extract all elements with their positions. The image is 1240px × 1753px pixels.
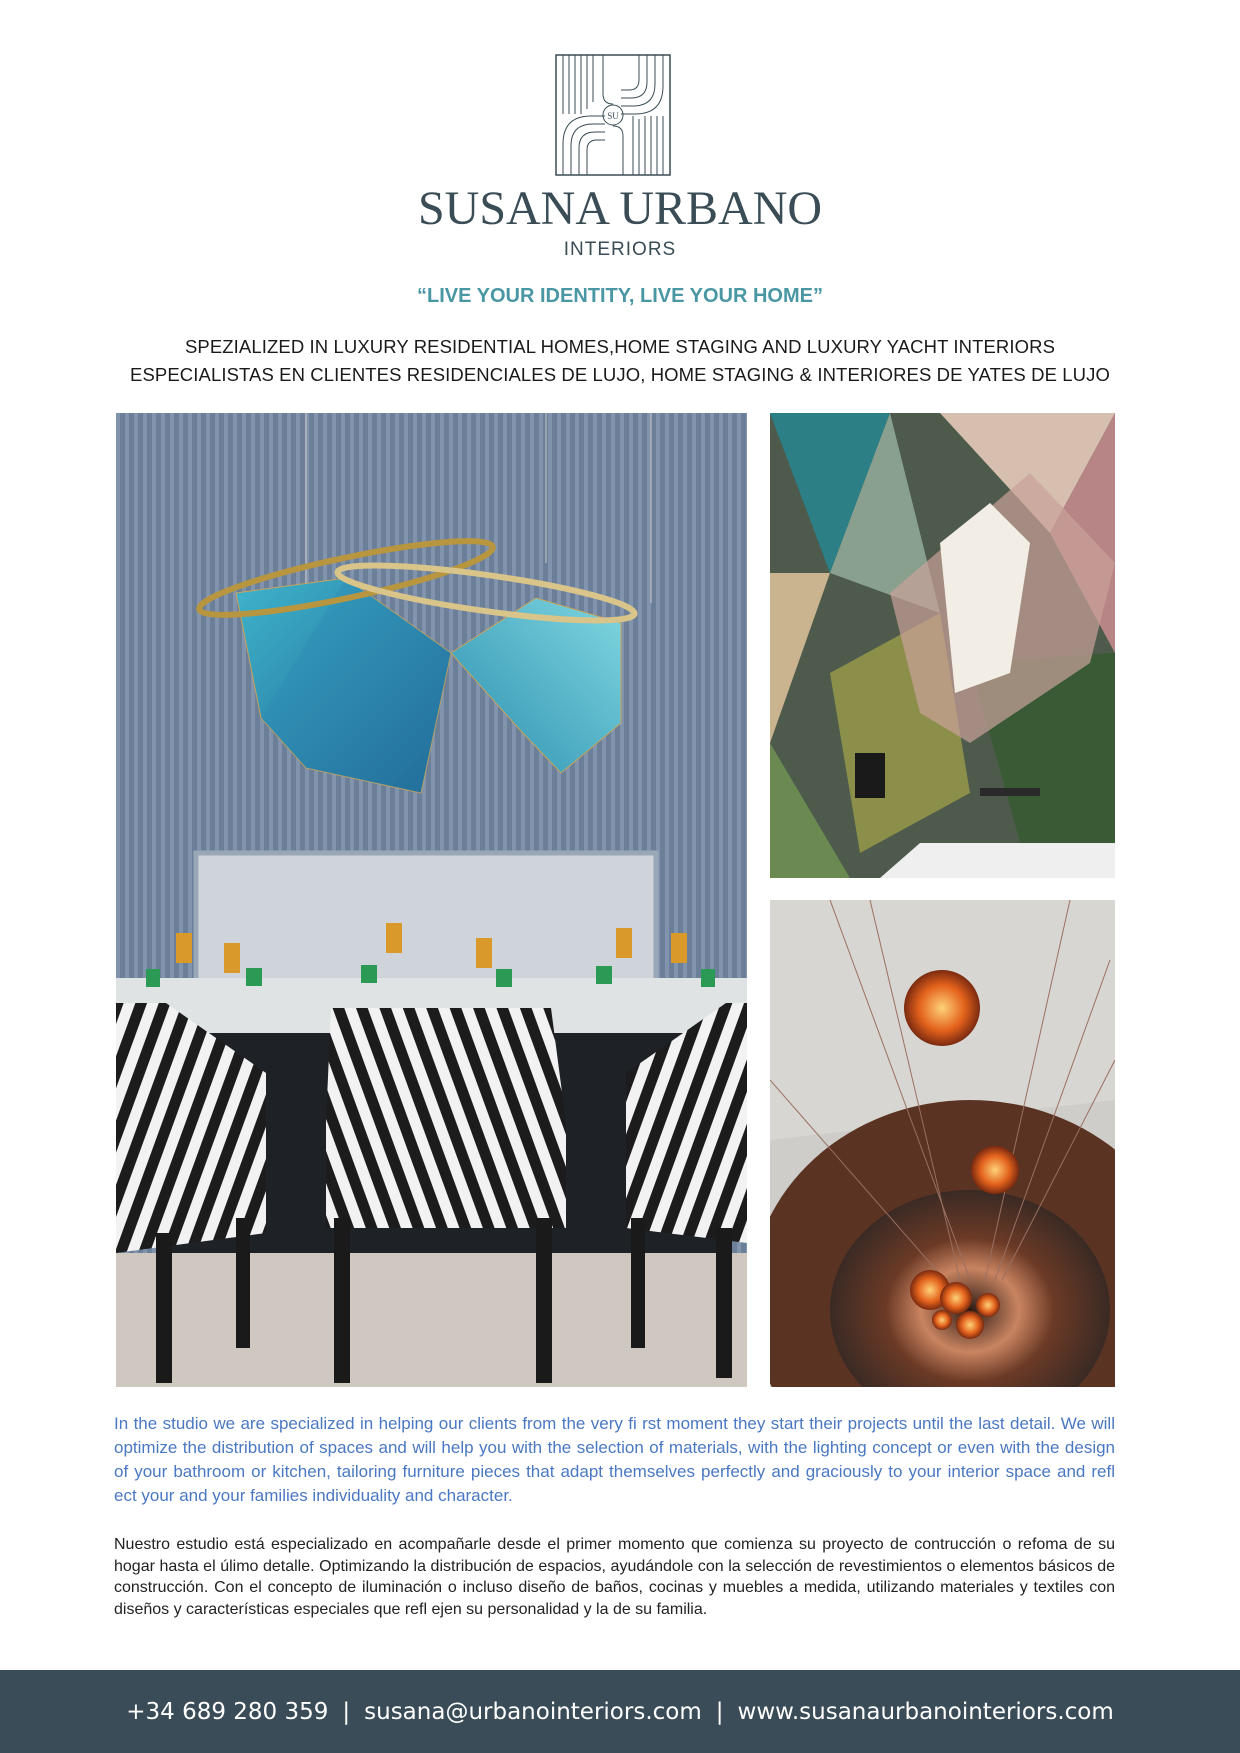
body-text-spanish: Nuestro estudio está especializado en acompañarle desde el primer momento que comienza su proyecto de contrucción o refoma de su hogar hasta el úlimo detalle. Optimizando la distribución de espacios, ayudándole con la selección de revestimientos o elementos básicos de construcción. Con el concepto de iluminación o incluso diseño de baños, cocinas y muebles a medida, utilizando materiales y textiles con diseños y características especiales que refl ejen su personalidad y la de su familia. — [114, 1536, 1115, 1618]
body-text-english: In the studio we are specialized in helping our clients from the very fi rst moment they start their projects until the last detail. We will optimize the distribution of spaces and will help you with the selection of materials, with the lighting concept or even with the design of your bathroom or kitchen, tailoring furniture pieces that adapt themselves perfectly and graciously to your interior space and refl ect your and your families individuality and character. — [114, 1414, 1115, 1505]
tagline: “LIVE YOUR IDENTITY, LIVE YOUR HOME” — [417, 285, 823, 307]
contact-separator: | — [342, 1698, 351, 1725]
contact-website[interactable]: www.susanaurbanointeriors.com — [737, 1698, 1114, 1725]
dining-room-photo — [116, 413, 747, 1387]
bathroom-photo — [770, 413, 1115, 878]
contact-phone[interactable]: +34 689 280 359 — [126, 1698, 329, 1725]
brand-monogram: SU — [607, 111, 619, 121]
brand-name: SUSANA URBANO — [417, 182, 823, 235]
contact-email[interactable]: susana@urbanointeriors.com — [364, 1698, 702, 1725]
staircase-photo — [770, 900, 1115, 1387]
specialization-english: SPEZIALIZED IN LUXURY RESIDENTIAL HOMES,HOME STAGING AND LUXURY YACHT INTERIORS — [184, 336, 1056, 357]
brand-logo-mark — [555, 54, 671, 176]
brand-subtitle: INTERIORS — [563, 239, 677, 260]
specialization-spanish: ESPECIALISTAS EN CLIENTES RESIDENCIALES DE LUJO, HOME STAGING & INTERIORES DE YATES DE LUJO — [130, 364, 1110, 385]
contact-footer — [0, 1670, 1240, 1753]
contact-separator: | — [715, 1698, 724, 1725]
